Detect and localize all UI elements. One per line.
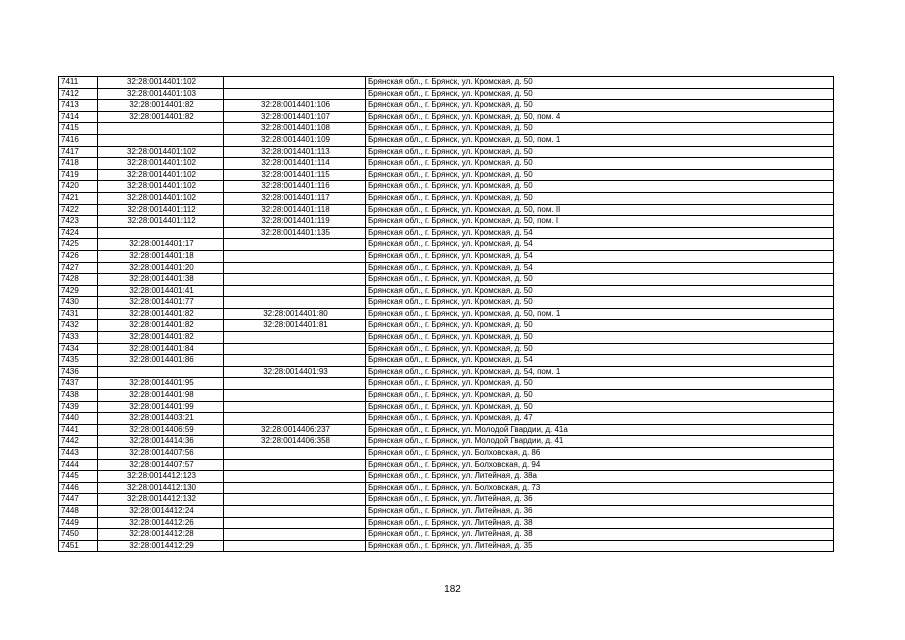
object-cadastral-number-cell: 32:28:0014406:237 <box>224 424 366 436</box>
address-cell: Брянская обл., г. Брянск, ул. Кромская, д. 54 <box>366 250 834 262</box>
table-row <box>59 216 834 228</box>
object-cadastral-number-cell <box>224 250 366 262</box>
object-cadastral-number-cell <box>224 77 366 89</box>
row-number-cell: 7436 <box>59 366 98 378</box>
object-cadastral-number-cell: 32:28:0014401:119 <box>224 216 366 228</box>
object-cadastral-number-cell <box>224 413 366 425</box>
object-cadastral-number-cell: 32:28:0014401:108 <box>224 123 366 135</box>
object-cadastral-number-cell <box>224 505 366 517</box>
object-cadastral-number-cell: 32:28:0014401:117 <box>224 192 366 204</box>
table-row <box>59 192 834 204</box>
table-row <box>59 355 834 367</box>
cadastral-number-cell <box>98 227 224 239</box>
table-row <box>59 378 834 390</box>
table-row <box>59 158 834 170</box>
cadastral-number-cell <box>98 134 224 146</box>
table-row <box>59 436 834 448</box>
table-row <box>59 517 834 529</box>
address-cell: Брянская обл., г. Брянск, ул. Кромская, д. 54 <box>366 239 834 251</box>
row-number-cell: 7448 <box>59 505 98 517</box>
cadastral-number-cell: 32:28:0014412:28 <box>98 529 224 541</box>
row-number-cell: 7439 <box>59 401 98 413</box>
row-number-cell: 7450 <box>59 529 98 541</box>
object-cadastral-number-cell: 32:28:0014401:93 <box>224 366 366 378</box>
object-cadastral-number-cell: 32:28:0014401:118 <box>224 204 366 216</box>
address-cell: Брянская обл., г. Брянск, ул. Кромская, д. 54 <box>366 227 834 239</box>
row-number-cell: 7422 <box>59 204 98 216</box>
cadastral-number-cell: 32:28:0014401:82 <box>98 308 224 320</box>
object-cadastral-number-cell: 32:28:0014401:81 <box>224 320 366 332</box>
cadastral-number-cell: 32:28:0014401:112 <box>98 204 224 216</box>
row-number-cell: 7411 <box>59 77 98 89</box>
address-cell: Брянская обл., г. Брянск, ул. Литейная, д. 38 <box>366 517 834 529</box>
table-row <box>59 308 834 320</box>
table-row <box>59 169 834 181</box>
row-number-cell: 7423 <box>59 216 98 228</box>
cadastral-number-cell: 32:28:0014412:130 <box>98 482 224 494</box>
table-row <box>59 424 834 436</box>
cadastral-number-cell: 32:28:0014401:95 <box>98 378 224 390</box>
table-row <box>59 529 834 541</box>
address-cell: Брянская обл., г. Брянск, ул. Литейная, д. 35 <box>366 540 834 552</box>
object-cadastral-number-cell <box>224 285 366 297</box>
row-number-cell: 7414 <box>59 111 98 123</box>
row-number-cell: 7413 <box>59 100 98 112</box>
table-row <box>59 366 834 378</box>
row-number-cell: 7433 <box>59 332 98 344</box>
address-cell: Брянская обл., г. Брянск, ул. Болховская, д. 86 <box>366 448 834 460</box>
object-cadastral-number-cell <box>224 471 366 483</box>
address-cell: Брянская обл., г. Брянск, ул. Болховская, д. 94 <box>366 459 834 471</box>
row-number-cell: 7415 <box>59 123 98 135</box>
cadastral-number-cell: 32:28:0014401:82 <box>98 332 224 344</box>
cadastral-number-cell: 32:28:0014412:123 <box>98 471 224 483</box>
address-cell: Брянская обл., г. Брянск, ул. Кромская, д. 50 <box>366 285 834 297</box>
address-cell: Брянская обл., г. Брянск, ул. Литейная, д. 36 <box>366 505 834 517</box>
cadastral-number-cell <box>98 123 224 135</box>
object-cadastral-number-cell: 32:28:0014406:358 <box>224 436 366 448</box>
cadastral-number-cell: 32:28:0014407:57 <box>98 459 224 471</box>
object-cadastral-number-cell <box>224 355 366 367</box>
address-cell: Брянская обл., г. Брянск, ул. Кромская, д. 54, пом. 1 <box>366 366 834 378</box>
row-number-cell: 7429 <box>59 285 98 297</box>
object-cadastral-number-cell <box>224 274 366 286</box>
object-cadastral-number-cell <box>224 448 366 460</box>
cadastral-number-cell <box>98 366 224 378</box>
cadastral-number-cell: 32:28:0014401:112 <box>98 216 224 228</box>
cadastral-number-cell: 32:28:0014412:26 <box>98 517 224 529</box>
object-cadastral-number-cell <box>224 332 366 344</box>
address-cell: Брянская обл., г. Брянск, ул. Кромская, д. 50 <box>366 192 834 204</box>
table-row <box>59 459 834 471</box>
address-cell: Брянская обл., г. Брянск, ул. Кромская, д. 50 <box>366 320 834 332</box>
address-cell: Брянская обл., г. Брянск, ул. Кромская, д. 50 <box>366 100 834 112</box>
cadastral-number-cell: 32:28:0014407:56 <box>98 448 224 460</box>
row-number-cell: 7449 <box>59 517 98 529</box>
object-cadastral-number-cell <box>224 239 366 251</box>
address-cell: Брянская обл., г. Брянск, ул. Кромская, д. 50 <box>366 401 834 413</box>
address-cell: Брянская обл., г. Брянск, ул. Молодой Гвардии, д. 41а <box>366 424 834 436</box>
address-cell: Брянская обл., г. Брянск, ул. Литейная, д. 38а <box>366 471 834 483</box>
row-number-cell: 7451 <box>59 540 98 552</box>
object-cadastral-number-cell: 32:28:0014401:107 <box>224 111 366 123</box>
row-number-cell: 7428 <box>59 274 98 286</box>
address-cell: Брянская обл., г. Брянск, ул. Кромская, д. 50 <box>366 146 834 158</box>
table-body <box>59 77 834 552</box>
table-row <box>59 239 834 251</box>
cadastral-number-cell: 32:28:0014401:41 <box>98 285 224 297</box>
address-cell: Брянская обл., г. Брянск, ул. Кромская, д. 50 <box>366 181 834 193</box>
address-cell: Брянская обл., г. Брянск, ул. Кромская, д. 50 <box>366 274 834 286</box>
row-number-cell: 7420 <box>59 181 98 193</box>
address-cell: Брянская обл., г. Брянск, ул. Кромская, д. 47 <box>366 413 834 425</box>
object-cadastral-number-cell: 32:28:0014401:113 <box>224 146 366 158</box>
object-cadastral-number-cell <box>224 540 366 552</box>
row-number-cell: 7432 <box>59 320 98 332</box>
row-number-cell: 7447 <box>59 494 98 506</box>
row-number-cell: 7435 <box>59 355 98 367</box>
table-row <box>59 77 834 89</box>
address-cell: Брянская обл., г. Брянск, ул. Кромская, д. 50 <box>366 390 834 402</box>
table-row <box>59 123 834 135</box>
object-cadastral-number-cell <box>224 297 366 309</box>
cadastral-number-cell: 32:28:0014401:82 <box>98 111 224 123</box>
row-number-cell: 7412 <box>59 88 98 100</box>
object-cadastral-number-cell <box>224 390 366 402</box>
object-cadastral-number-cell <box>224 88 366 100</box>
cadastral-number-cell: 32:28:0014401:99 <box>98 401 224 413</box>
table-row <box>59 100 834 112</box>
object-cadastral-number-cell <box>224 378 366 390</box>
table-row <box>59 134 834 146</box>
address-cell: Брянская обл., г. Брянск, ул. Болховская, д. 73 <box>366 482 834 494</box>
table-row <box>59 146 834 158</box>
address-cell: Брянская обл., г. Брянск, ул. Кромская, д. 54 <box>366 262 834 274</box>
address-cell: Брянская обл., г. Брянск, ул. Кромская, д. 50 <box>366 77 834 89</box>
cadastral-number-cell: 32:28:0014412:29 <box>98 540 224 552</box>
cadastral-number-cell: 32:28:0014401:102 <box>98 181 224 193</box>
row-number-cell: 7438 <box>59 390 98 402</box>
address-cell: Брянская обл., г. Брянск, ул. Кромская, д. 50 <box>366 169 834 181</box>
row-number-cell: 7430 <box>59 297 98 309</box>
object-cadastral-number-cell: 32:28:0014401:109 <box>224 134 366 146</box>
row-number-cell: 7424 <box>59 227 98 239</box>
table-row <box>59 401 834 413</box>
cadastral-number-cell: 32:28:0014401:17 <box>98 239 224 251</box>
page-number: 182 <box>444 584 461 595</box>
address-cell: Брянская обл., г. Брянск, ул. Кромская, д. 50, пом. 4 <box>366 111 834 123</box>
object-cadastral-number-cell <box>224 494 366 506</box>
cadastral-number-cell: 32:28:0014401:98 <box>98 390 224 402</box>
table-row <box>59 111 834 123</box>
cadastral-number-cell: 32:28:0014401:102 <box>98 169 224 181</box>
row-number-cell: 7444 <box>59 459 98 471</box>
row-number-cell: 7437 <box>59 378 98 390</box>
table-row <box>59 274 834 286</box>
address-cell: Брянская обл., г. Брянск, ул. Кромская, д. 50 <box>366 123 834 135</box>
address-cell: Брянская обл., г. Брянск, ул. Литейная, д. 38 <box>366 529 834 541</box>
object-cadastral-number-cell: 32:28:0014401:106 <box>224 100 366 112</box>
cadastral-number-cell: 32:28:0014412:24 <box>98 505 224 517</box>
table-row <box>59 448 834 460</box>
object-cadastral-number-cell <box>224 459 366 471</box>
address-cell: Брянская обл., г. Брянск, ул. Кромская, д. 50, пом. 1 <box>366 134 834 146</box>
table-row <box>59 320 834 332</box>
row-number-cell: 7416 <box>59 134 98 146</box>
address-cell: Брянская обл., г. Брянск, ул. Кромская, д. 50 <box>366 88 834 100</box>
object-cadastral-number-cell: 32:28:0014401:116 <box>224 181 366 193</box>
row-number-cell: 7446 <box>59 482 98 494</box>
row-number-cell: 7418 <box>59 158 98 170</box>
table-row <box>59 204 834 216</box>
row-number-cell: 7440 <box>59 413 98 425</box>
table-row <box>59 297 834 309</box>
cadastral-number-cell: 32:28:0014414:36 <box>98 436 224 448</box>
cadastral-number-cell: 32:28:0014401:82 <box>98 100 224 112</box>
address-cell: Брянская обл., г. Брянск, ул. Кромская, д. 50 <box>366 343 834 355</box>
cadastral-number-cell: 32:28:0014412:132 <box>98 494 224 506</box>
cadastral-number-cell: 32:28:0014401:18 <box>98 250 224 262</box>
address-cell: Брянская обл., г. Брянск, ул. Литейная, д. 36 <box>366 494 834 506</box>
object-cadastral-number-cell: 32:28:0014401:80 <box>224 308 366 320</box>
object-cadastral-number-cell: 32:28:0014401:115 <box>224 169 366 181</box>
object-cadastral-number-cell: 32:28:0014401:114 <box>224 158 366 170</box>
table-row <box>59 250 834 262</box>
table-row <box>59 505 834 517</box>
cadastral-number-cell: 32:28:0014401:102 <box>98 146 224 158</box>
row-number-cell: 7443 <box>59 448 98 460</box>
row-number-cell: 7427 <box>59 262 98 274</box>
cadastral-registry-table <box>58 76 834 552</box>
row-number-cell: 7417 <box>59 146 98 158</box>
address-cell: Брянская обл., г. Брянск, ул. Кромская, д. 50 <box>366 332 834 344</box>
object-cadastral-number-cell <box>224 343 366 355</box>
cadastral-number-cell: 32:28:0014401:82 <box>98 320 224 332</box>
cadastral-number-cell: 32:28:0014406:59 <box>98 424 224 436</box>
object-cadastral-number-cell <box>224 401 366 413</box>
address-cell: Брянская обл., г. Брянск, ул. Кромская, д. 50, пом. 1 <box>366 308 834 320</box>
object-cadastral-number-cell <box>224 529 366 541</box>
cadastral-number-cell: 32:28:0014401:102 <box>98 192 224 204</box>
object-cadastral-number-cell <box>224 517 366 529</box>
row-number-cell: 7425 <box>59 239 98 251</box>
address-cell: Брянская обл., г. Брянск, ул. Кромская, д. 50, пом. I <box>366 216 834 228</box>
row-number-cell: 7431 <box>59 308 98 320</box>
table-row <box>59 471 834 483</box>
table-row <box>59 494 834 506</box>
row-number-cell: 7434 <box>59 343 98 355</box>
table-row <box>59 540 834 552</box>
table-row <box>59 285 834 297</box>
cadastral-number-cell: 32:28:0014401:84 <box>98 343 224 355</box>
cadastral-number-cell: 32:28:0014401:102 <box>98 158 224 170</box>
cadastral-number-cell: 32:28:0014401:20 <box>98 262 224 274</box>
row-number-cell: 7441 <box>59 424 98 436</box>
table-row <box>59 390 834 402</box>
table-row <box>59 343 834 355</box>
row-number-cell: 7442 <box>59 436 98 448</box>
address-cell: Брянская обл., г. Брянск, ул. Кромская, д. 50 <box>366 378 834 390</box>
cadastral-number-cell: 32:28:0014401:103 <box>98 88 224 100</box>
table-row <box>59 262 834 274</box>
table-row <box>59 332 834 344</box>
address-cell: Брянская обл., г. Брянск, ул. Кромская, д. 50 <box>366 297 834 309</box>
address-cell: Брянская обл., г. Брянск, ул. Кромская, д. 50, пом. II <box>366 204 834 216</box>
address-cell: Брянская обл., г. Брянск, ул. Кромская, д. 54 <box>366 355 834 367</box>
cadastral-number-cell: 32:28:0014401:86 <box>98 355 224 367</box>
address-cell: Брянская обл., г. Брянск, ул. Молодой Гвардии, д. 41 <box>366 436 834 448</box>
object-cadastral-number-cell <box>224 262 366 274</box>
object-cadastral-number-cell: 32:28:0014401:135 <box>224 227 366 239</box>
row-number-cell: 7445 <box>59 471 98 483</box>
table-row <box>59 181 834 193</box>
row-number-cell: 7419 <box>59 169 98 181</box>
cadastral-number-cell: 32:28:0014401:38 <box>98 274 224 286</box>
table-row <box>59 88 834 100</box>
table-row <box>59 227 834 239</box>
row-number-cell: 7421 <box>59 192 98 204</box>
cadastral-number-cell: 32:28:0014403:21 <box>98 413 224 425</box>
cadastral-number-cell: 32:28:0014401:77 <box>98 297 224 309</box>
address-cell: Брянская обл., г. Брянск, ул. Кромская, д. 50 <box>366 158 834 170</box>
object-cadastral-number-cell <box>224 482 366 494</box>
table-row <box>59 482 834 494</box>
cadastral-number-cell: 32:28:0014401:102 <box>98 77 224 89</box>
table-row <box>59 413 834 425</box>
row-number-cell: 7426 <box>59 250 98 262</box>
